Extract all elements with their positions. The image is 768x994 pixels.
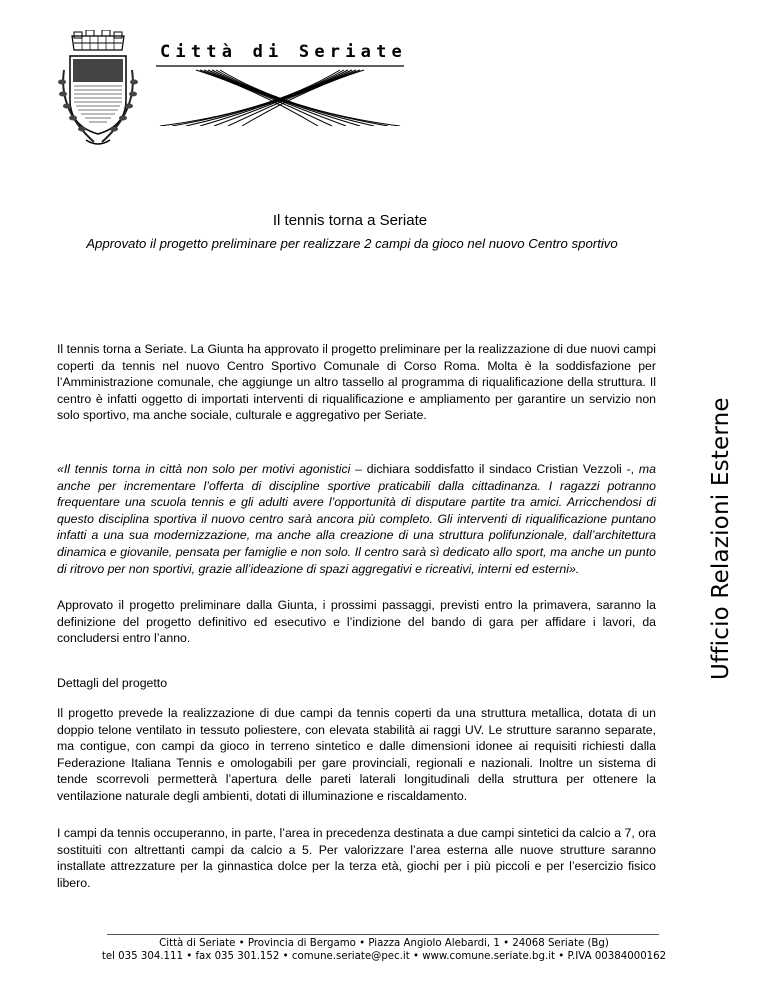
logo-arcs-icon xyxy=(150,64,410,126)
page-title: Il tennis torna a Seriate xyxy=(272,212,428,229)
quote-attribution: dichiara soddisfatto il sindaco Cristian Vezzoli -, xyxy=(366,462,635,476)
department-side-label: Ufficio Relazioni Esterne xyxy=(708,397,734,680)
quote-opening: «Il tennis torna in città non solo per motivi agonistici – xyxy=(57,462,367,476)
footer-address: Città di Seriate • Provincia di Bergamo • Piazza Angiolo Alebardi, 1 • 24068 Seriate (Bg) xyxy=(159,938,609,949)
paragraph-quote xyxy=(57,461,656,577)
footer-contacts: tel 035 304.111 • fax 035 301.152 • comune.seriate@pec.it • www.comune.seriate.bg.it • P.IVA 00384000162 xyxy=(101,951,667,963)
footer-divider xyxy=(107,934,659,935)
page-subtitle: Approvato il progetto preliminare per realizzare 2 campi da gioco nel nuovo Centro sportivo xyxy=(86,236,618,251)
city-name-logo: Città di Seriate xyxy=(160,42,407,62)
section-heading: Dettagli del progetto xyxy=(57,676,168,690)
paragraph-next-steps: Approvato il progetto preliminare dalla Giunta, i prossimi passaggi, previsti entro la primavera, saranno la definizione del progetto definitivo ed esecutivo e l’indizione del bando di gara per affidare i lavori, da concludersi entro l’anno. xyxy=(57,598,656,646)
quote-rest: ma anche per incrementare l’offerta di discipline sportive praticabili dalla cittadinanza. I ragazzi potranno frequentare una scuola tennis e gli adulti avere l’opportunità di disputare partite tra amici. Arricchendosi di questo disciplina sportiva il nuovo centro sarà ancora più completo. Gli interventi di riqualificazione puntano infatti a una sua modernizzazione, ma anche alla creazione di una struttura polifunzionale, dall’architettura dinamica e giovanile, pensata per famiglie e non solo. Il centro sarà sì dedicato allo sport, ma anche un punto di ritrovo per non sportivi, grazie all’ideazione di spazi aggregativi e ricreativi, interni ed esterni». xyxy=(57,462,656,576)
paragraph-details: Il progetto prevede la realizzazione di due campi da tennis coperti da una struttura metallica, dotata di un doppio telone ventilato in tessuto poliestere, con elevata stabilità ai raggi UV. Le strutture saranno separate, ma contigue, con campi da gioco in terreno sintetico e dalle dimensioni idonee ai requisiti richiesti dalla Federazione Italiana Tennis e omologabili per gare provinciali, regionali e nazionali. Inoltre un sistema di tende scorrevoli permetterà l’apertura delle pareti laterali longitudinali della struttura per ottenere la ventilazione naturale degli ambienti, dotati di illuminazione e riscaldamento. xyxy=(57,706,656,803)
paragraph-area: I campi da tennis occuperanno, in parte, l’area in precedenza destinata a due campi sintetici da calcio a 7, ora sostituiti con altrettanti campi da calcio a 5. Per valorizzare l’area esterna alle nuove strutture saranno installate attrezzature per la ginnastica dolce per la terza età, giochi per i più piccoli e per l’esercizio fisico libero. xyxy=(57,826,656,890)
footer xyxy=(0,937,768,963)
city-coat-of-arms-icon xyxy=(56,30,140,148)
paragraph-intro: Il tennis torna a Seriate. La Giunta ha approvato il progetto preliminare per la realizzazione di due nuovi campi coperti da tennis nel nuovo Centro Sportivo Comunale di Corso Roma. Molta è la soddisfazione per l’Amministrazione comunale, che aggiunge un altro tassello al programma di riqualificazione della struttura. Il centro è infatti oggetto di importati interventi di riqualificazione e ampliamento per garantire un servizio non solo sportivo, ma anche sociale, culturale e aggregativo per Seriate. xyxy=(57,342,656,423)
